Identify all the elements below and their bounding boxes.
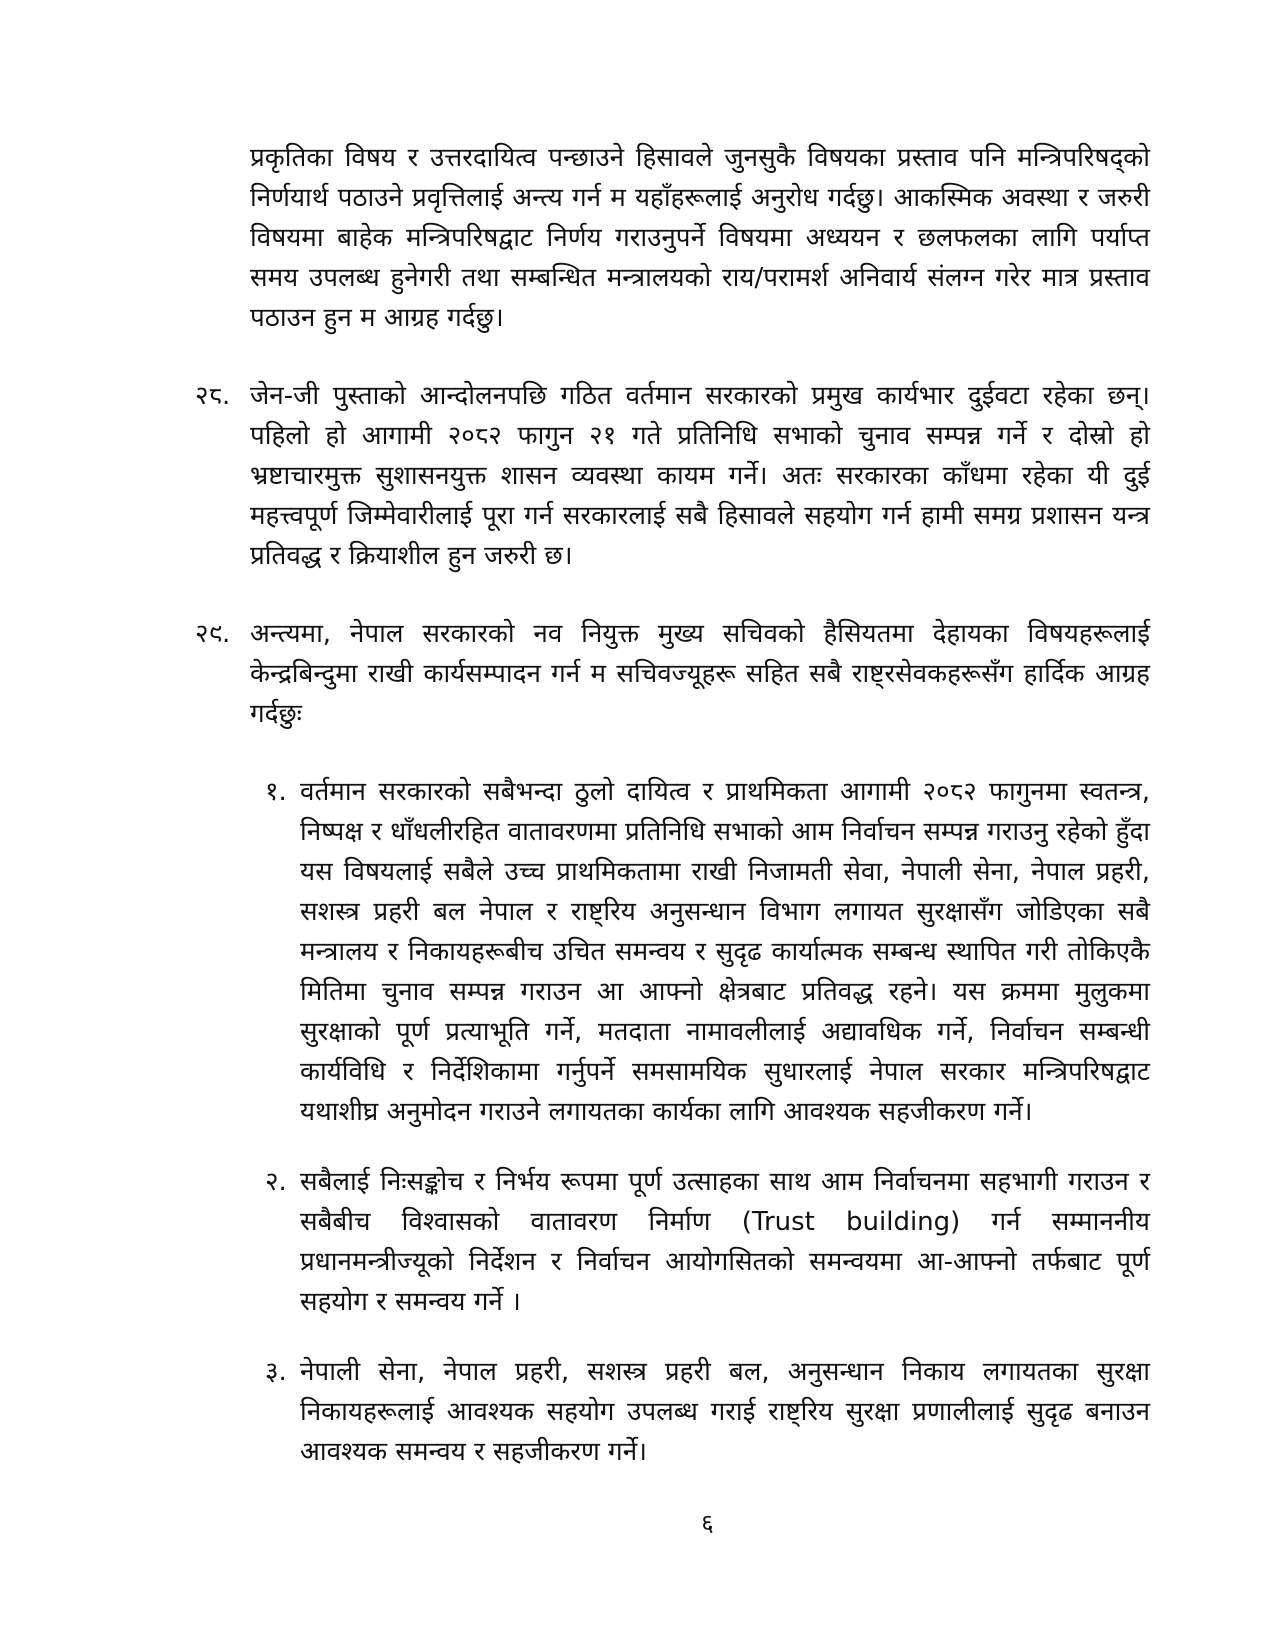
list-item-1 [265,772,1150,1132]
list-item-2 [265,1162,1150,1322]
list-item-1-text: वर्तमान सरकारको सबैभन्दा ठुलो दायित्व र प्राथमिकता आगामी २०८२ फागुनमा स्वतन्त्र, निष्पक्ष र धाँधलीरहित वातावरणमा प्रतिनिधि सभाको आम निर्वाचन सम्पन्न गराउनु रहेको हुँदा यस विषयलाई सबैले उच्च प्राथमिकतामा राखी निजामती सेवा, नेपाली सेना, नेपाल प्रहरी, सशस्त्र प्रहरी बल नेपाल र राष्ट्रिय अनुसन्धान विभाग लगायत सुरक्षासँग जोडिएका सबै मन्त्रालय र निकायहरूबीच उचित समन्वय र सुदृढ कार्यात्मक सम्बन्ध स्थापित गरी तोकिएकै मितिमा चुनाव सम्पन्न गराउन आ आफ्नो क्षेत्रबाट प्रतिवद्ध रहने। यस क्रममा मुलुकमा सुरक्षाको पूर्ण प्रत्याभूति गर्ने, मतदाता नामावलीलाई अद्यावधिक गर्ने, निर्वाचन सम्बन्धी कार्यविधि र निर्देशिकामा गर्नुपर्ने समसामयिक सुधारलाई नेपाल सरकार मन्त्रिपरिषद्वाट यथाशीघ्र अनुमोदन गराउने लगायतका कार्यका लागि आवश्यक सहजीकरण गर्ने। [300,777,1150,1127]
list-item-2-text: सबैलाई निःसङ्कोच र निर्भय रूपमा पूर्ण उत्साहका साथ आम निर्वाचनमा सहभागी गराउन र सबैबीच विश्वासको वातावरण निर्माण (Trust building) गर्न सम्माननीय प्रधानमन्त्रीज्यूको निर्देशन र निर्वाचन आयोगसितको समन्वयमा आ-आफ्नो तर्फबाट पूर्ण सहयोग र समन्वय गर्ने । [300,1167,1150,1317]
page-footer [195,1503,1150,1543]
list-item-1-number: १. [265,777,287,807]
directive-list [265,772,1150,1472]
paragraph-28-text: जेन-जी पुस्ताको आन्दोलनपछि गठित वर्तमान सरकारको प्रमुख कार्यभार दुईवटा रहेका छन्। पहिलो हो आगामी २०८२ फागुन २१ गते प्रतिनिधि सभाको चुनाव सम्पन्न गर्ने र दोस्रो हो भ्रष्टाचारमुक्त सुशासनयुक्त शासन व्यवस्था कायम गर्ने। अतः सरकारका काँधमा रहेका यी दुई महत्त्वपूर्ण जिम्मेवारीलाई पूरा गर्न सरकारलाई सबै हिसावले सहयोग गर्न हामी समग्र प्रशासन यन्त्र प्रतिवद्ध र क्रियाशील हुन जरुरी छ। [250,381,1150,571]
paragraph-29 [195,614,1150,734]
document-body [195,138,1150,1472]
paragraph-continuation: प्रकृतिका विषय र उत्तरदायित्व पन्छाउने हिसावले जुनसुकै विषयका प्रस्ताव पनि मन्त्रिपरिषद्को निर्णयार्थ पठाउने प्रवृत्तिलाई अन्त्य गर्न म यहाँहरूलाई अनुरोध गर्दछु। आकस्मिक अवस्था र जरुरी विषयमा बाहेक मन्त्रिपरिषद्वाट निर्णय गराउनुपर्ने विषयमा अध्ययन र छलफलका लागि पर्याप्त समय उपलब्ध हुनेगरी तथा सम्बन्धित मन्त्रालयको राय/परामर्श अनिवार्य संलग्न गरेर मात्र प्रस्ताव पठाउन हुन म आग्रह गर्दछु। [250,143,1150,333]
paragraph-28-number: २८. [195,381,231,411]
list-item-3 [265,1352,1150,1472]
paragraph-29-number: २९. [195,619,231,649]
list-item-3-text: नेपाली सेना, नेपाल प्रहरी, सशस्त्र प्रहरी बल, अनुसन्धान निकाय लगायतका सुरक्षा निकायहरूलाई आवश्यक सहयोग उपलब्ध गराई राष्ट्रिय सुरक्षा प्रणालीलाई सुदृढ बनाउन आवश्यक समन्वय र सहजीकरण गर्ने। [300,1357,1150,1467]
list-item-2-number: २. [265,1167,287,1197]
paragraph-29-text: अन्त्यमा, नेपाल सरकारको नव नियुक्त मुख्य सचिवको हैसियतमा देहायका विषयहरूलाई केन्द्रबिन्दुमा राखी कार्यसम्पादन गर्न म सचिवज्यूहरू सहित सबै राष्ट्रसेवकहरूसँग हार्दिक आग्रह गर्दछुः [250,619,1150,729]
list-item-3-number: ३. [265,1357,287,1387]
paragraph-28 [195,376,1150,576]
page-number: ६ [701,1509,714,1537]
